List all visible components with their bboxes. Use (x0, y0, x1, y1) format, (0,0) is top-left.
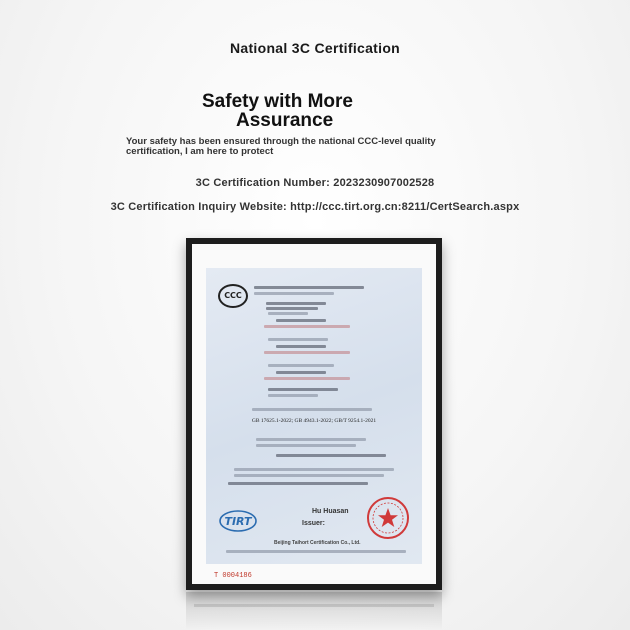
signer-name: Hu Huasan (312, 508, 349, 515)
issuer-organization: Beijing Taihort Certification Co., Ltd. (274, 540, 361, 546)
certificate-mat (192, 244, 436, 584)
blurred-text-line (266, 302, 326, 305)
ccc-logo-icon: CCC (218, 284, 248, 308)
blurred-text-line (226, 550, 406, 553)
issuer-label: Issuer: (302, 520, 325, 527)
headline-line-1: Safety with More (202, 91, 353, 112)
tirt-logo-icon (218, 508, 258, 534)
blurred-text-line (268, 312, 308, 315)
blurred-text-line (254, 292, 334, 295)
hero-tagline: Your safety has been ensured through the national CCC-level quality certification, I am here to protect (126, 136, 436, 157)
blurred-text-line (234, 474, 384, 477)
blurred-text-line (264, 325, 350, 328)
svg-text:TIRT: TIRT (224, 515, 252, 528)
standards-line: GB 17625.1-2022; GB 4943.1-2022; GB/T 9254.1-2021 (251, 418, 377, 424)
blurred-text-line (268, 394, 318, 397)
blurred-text-line (266, 307, 318, 310)
blurred-text-line (276, 454, 386, 457)
certificate-document (206, 268, 422, 564)
blurred-text-line (268, 364, 334, 367)
blurred-text-line (234, 468, 394, 471)
official-seal-icon (366, 496, 410, 540)
blurred-text-line (256, 438, 366, 441)
blurred-text-line (268, 338, 328, 341)
certificate-frame (186, 238, 442, 590)
blurred-text-line (276, 371, 326, 374)
blurred-text-line (228, 482, 368, 485)
certification-number: 3C Certification Number: 2023230907002528 (195, 177, 435, 189)
blurred-text-line (256, 444, 356, 447)
blurred-text-line (264, 351, 350, 354)
certificate-serial: T 0004186 (214, 572, 252, 580)
blurred-text-line (276, 345, 326, 348)
blurred-text-line (276, 319, 326, 322)
page-title: National 3C Certification (229, 40, 401, 56)
inquiry-website: 3C Certification Inquiry Website: http://ccc.tirt.org.cn:8211/CertSearch.aspx (110, 201, 520, 213)
headline-line-2: Assurance (236, 110, 334, 131)
hero-headline (202, 92, 353, 130)
blurred-text-line (268, 388, 338, 391)
frame-reflection (186, 592, 442, 630)
blurred-text-line (254, 286, 364, 289)
blurred-text-line (252, 408, 372, 411)
reflection-bar (194, 604, 434, 607)
blurred-text-line (264, 377, 350, 380)
